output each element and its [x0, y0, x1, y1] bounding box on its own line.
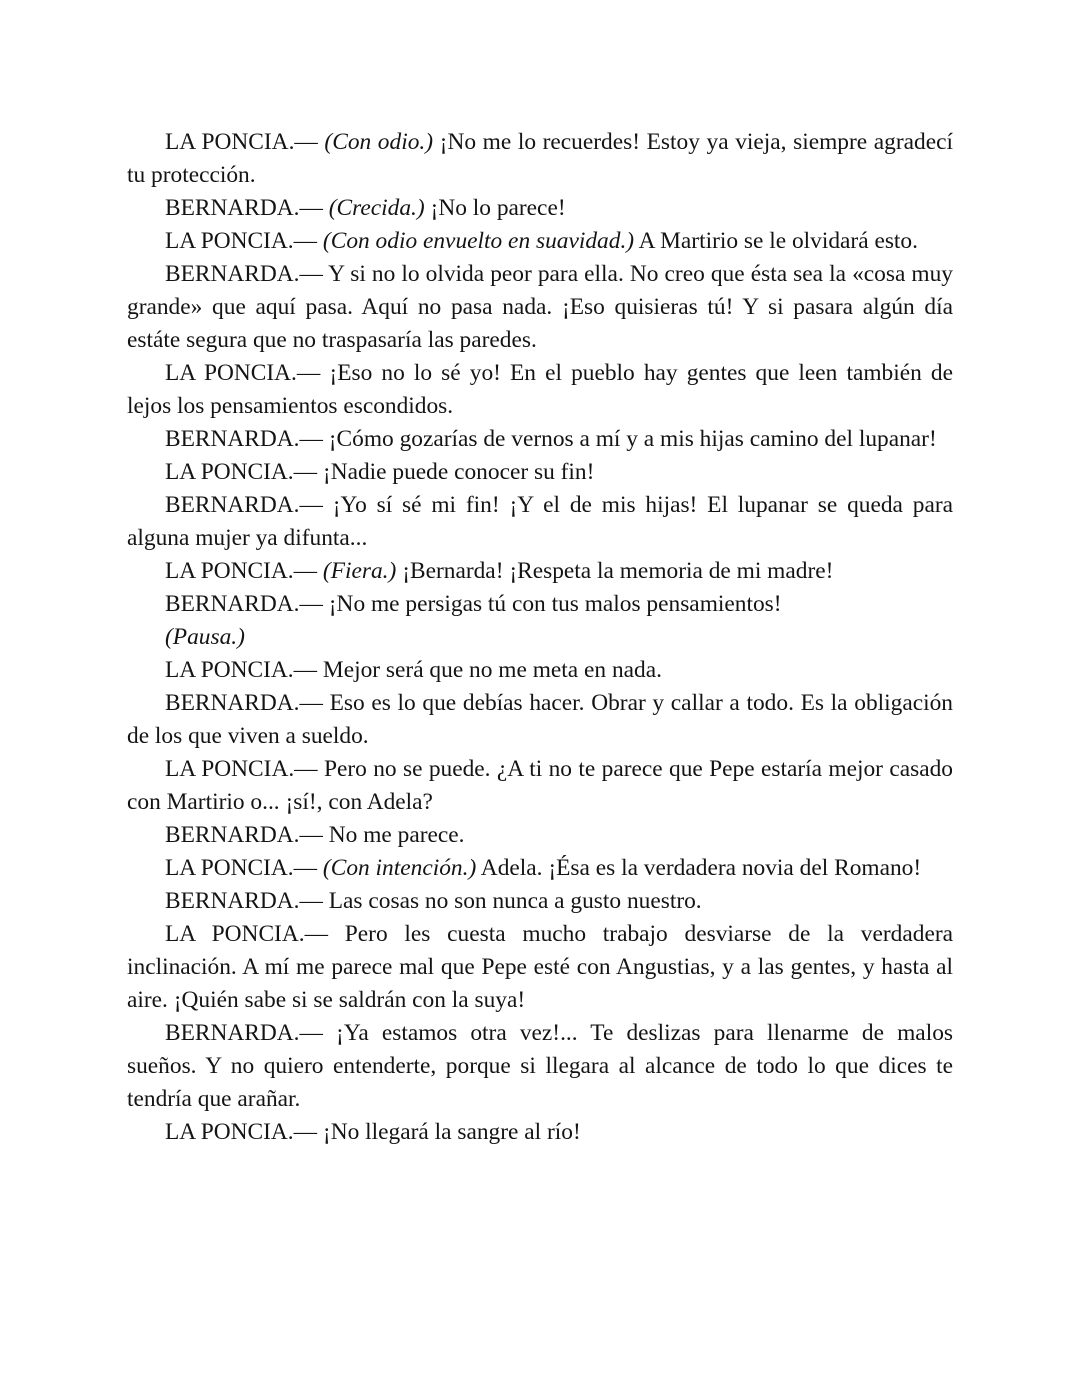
speaker-name: LA PONCIA.— [165, 855, 318, 881]
dialogue-line [127, 918, 953, 1017]
dialogue-text: ¡No lo parece! [430, 195, 566, 221]
stage-direction: (Con odio envuelto en suavidad.) [322, 228, 635, 254]
dialogue-line [127, 357, 953, 423]
dialogue-text: Y si no lo olvida peor para ella. No creo que ésta sea la «cosa muy grande» que aquí pasa. Aquí no pasa nada. ¡Eso quisieras tú! Y si pasara algún día estáte segura que no traspasaría las paredes. [127, 261, 953, 353]
dialogue-text: Eso es lo que debías hacer. Obrar y callar a todo. Es la obligación de los que viven a sueldo. [127, 690, 953, 749]
dialogue-line [127, 225, 953, 258]
speaker-name: BERNARDA.— [165, 888, 323, 914]
stage-direction: (Crecida.) [328, 195, 425, 221]
speaker-name: LA PONCIA.— [165, 459, 318, 485]
dialogue-line [127, 687, 953, 753]
stage-direction: (Fiera.) [322, 558, 397, 584]
dialogue-line [127, 555, 953, 588]
stage-direction-line [127, 621, 953, 654]
dialogue-line [127, 654, 953, 687]
dialogue-line [127, 819, 953, 852]
dialogue-text: Mejor será que no me meta en nada. [322, 657, 662, 683]
dialogue-line [127, 126, 953, 192]
dialogue-line [127, 588, 953, 621]
speaker-name: LA PONCIA.— [165, 657, 318, 683]
document-page [127, 126, 953, 1149]
dialogue-line [127, 1017, 953, 1116]
dialogue-line [127, 885, 953, 918]
dialogue-text: ¡Cómo gozarías de vernos a mí y a mis hijas camino del lupanar! [328, 426, 937, 452]
dialogue-text: ¡Ya estamos otra vez!... Te deslizas para llenarme de malos sueños. Y no quiero entenderte, porque si llegara al alcance de todo lo que dices te tendría que arañar. [127, 1020, 953, 1112]
dialogue-line [127, 1116, 953, 1149]
speaker-name: BERNARDA.— [165, 261, 323, 287]
speaker-name: BERNARDA.— [165, 492, 323, 518]
dialogue-line [127, 423, 953, 456]
speaker-name: BERNARDA.— [165, 195, 323, 221]
dialogue-text: No me parece. [328, 822, 465, 848]
dialogue-line [127, 489, 953, 555]
speaker-name: LA PONCIA.— [165, 558, 318, 584]
speaker-name: LA PONCIA.— [165, 1119, 318, 1145]
dialogue-text: ¡Eso no lo sé yo! En el pueblo hay gentes que leen también de lejos los pensamientos escondidos. [127, 360, 953, 419]
dialogue-line [127, 258, 953, 357]
stage-direction: (Con intención.) [322, 855, 477, 881]
dialogue-text: ¡No llegará la sangre al río! [322, 1119, 581, 1145]
speaker-name: BERNARDA.— [165, 426, 323, 452]
dialogue-text: A Martirio se le olvidará esto. [638, 228, 918, 254]
speaker-name: BERNARDA.— [165, 591, 323, 617]
dialogue-line [127, 192, 953, 225]
dialogue-text: ¡Nadie puede conocer su fin! [322, 459, 595, 485]
speaker-name: BERNARDA.— [165, 690, 323, 716]
speaker-name: BERNARDA.— [165, 822, 323, 848]
dialogue-text: Pero les cuesta mucho trabajo desviarse de la verdadera inclinación. A mí me parece mal que Pepe esté con Angustias, y a las gentes, y hasta al aire. ¡Quién sabe si se saldrán con la suya! [127, 921, 953, 1013]
dialogue-text: ¡No me lo recuerdes! Estoy ya vieja, siempre agradecí tu protección. [127, 129, 953, 188]
speaker-name: LA PONCIA.— [165, 360, 321, 386]
speaker-name: LA PONCIA.— [165, 228, 318, 254]
dialogue-text: ¡No me persigas tú con tus malos pensamientos! [328, 591, 782, 617]
stage-direction: (Con odio.) [324, 129, 434, 155]
dialogue-text: Las cosas no son nunca a gusto nuestro. [328, 888, 702, 914]
dialogue-text: Adela. ¡Ésa es la verdadera novia del Romano! [480, 855, 922, 881]
dialogue-text: Pero no se puede. ¿A ti no te parece que Pepe estaría mejor casado con Martirio o... ¡sí!, con Adela? [127, 756, 953, 815]
dialogue-line [127, 456, 953, 489]
speaker-name: BERNARDA.— [165, 1020, 323, 1046]
speaker-name: LA PONCIA.— [165, 921, 328, 947]
speaker-name: LA PONCIA.— [165, 129, 318, 155]
dialogue-text: ¡Bernarda! ¡Respeta la memoria de mi madre! [402, 558, 834, 584]
stage-direction: (Pausa.) [165, 624, 245, 650]
dialogue-text: ¡Yo sí sé mi fin! ¡Y el de mis hijas! El lupanar se queda para alguna mujer ya difunta... [127, 492, 953, 551]
speaker-name: LA PONCIA.— [165, 756, 318, 782]
dialogue-line [127, 753, 953, 819]
dialogue-line [127, 852, 953, 885]
